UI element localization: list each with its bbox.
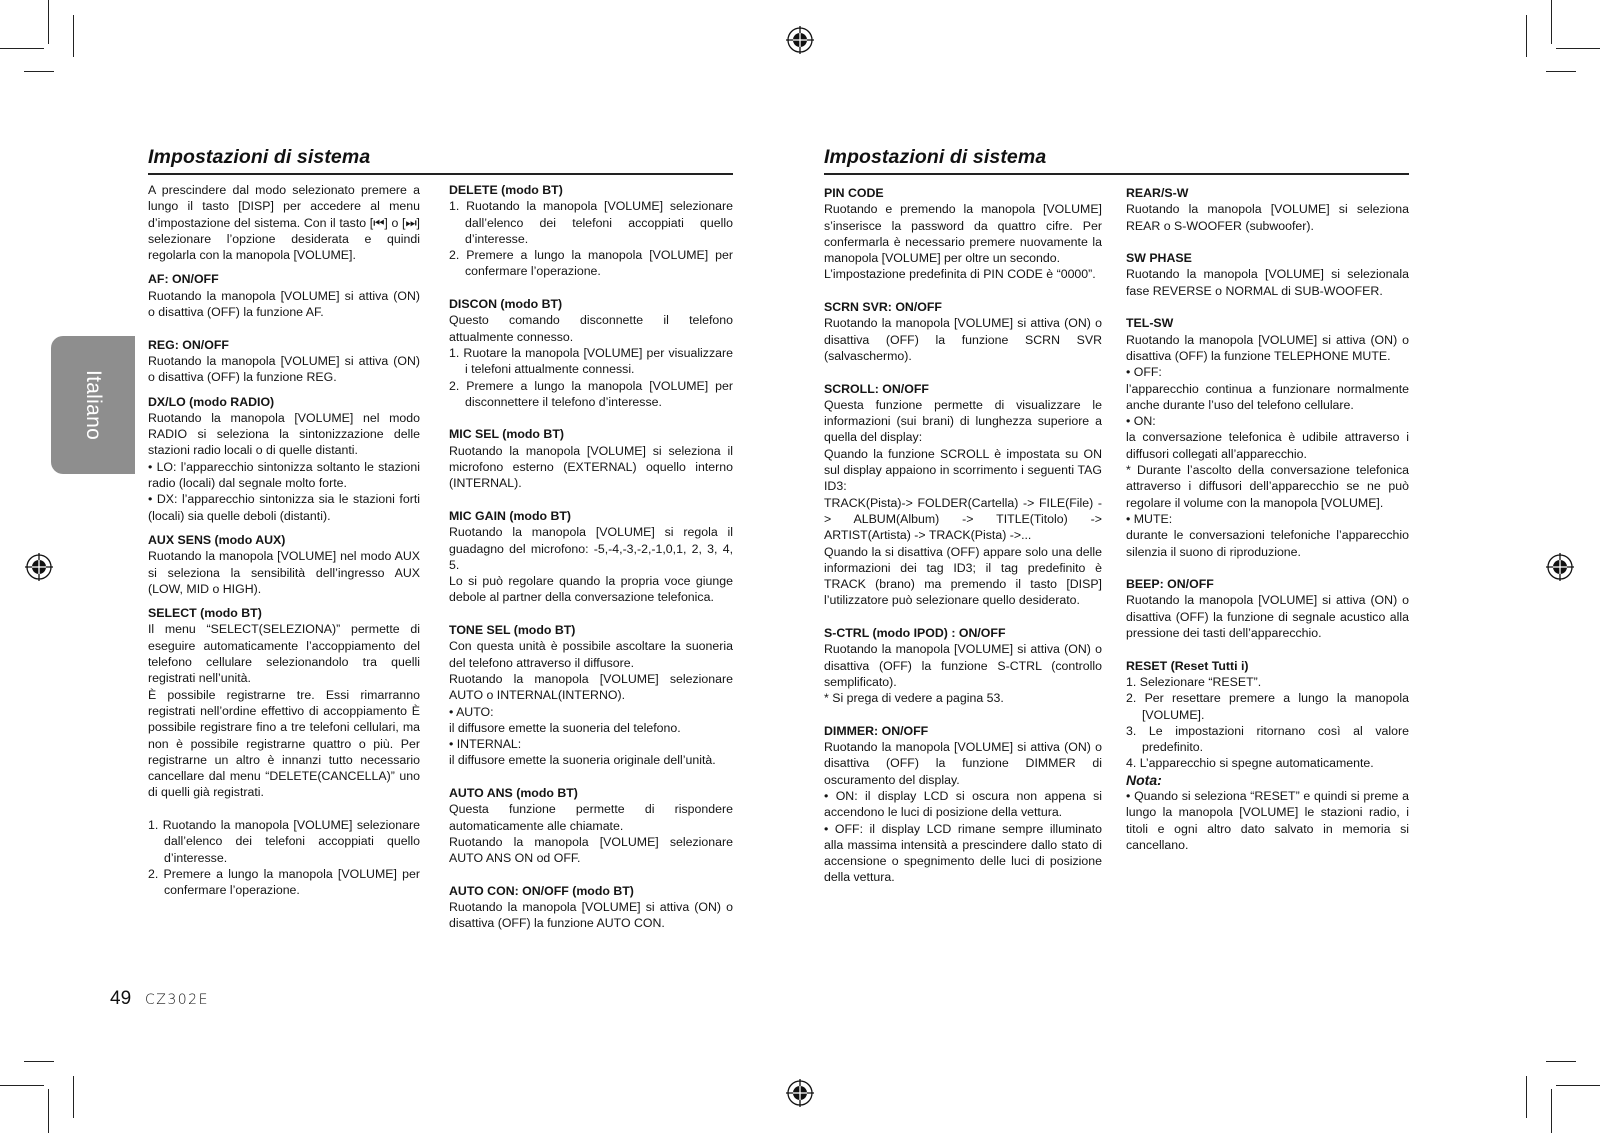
list-item: 3. Le impostazioni ritornano così al valore predefinito. [1126, 723, 1409, 755]
list-item: 2. Per resettare premere a lungo la manopola [VOLUME]. [1126, 691, 1409, 722]
paragraph: Questa funzione permette di visualizzare le informazioni (sui brani) di lunghezza superiore a quella del display: [824, 397, 1102, 445]
registration-mark-icon [786, 26, 814, 54]
section-heading: AUTO CON: ON/OFF (modo BT) [449, 883, 634, 898]
section-heading: DISCON (modo BT) [449, 297, 563, 312]
paragraph: Ruotando la manopola [VOLUME] si selezionala fase REVERSE o NORMAL di SUB-WOOFER. [1126, 267, 1409, 298]
paragraph: il diffusore emette la suoneria del telefono. [449, 720, 681, 735]
paragraph: Ruotando la manopola [VOLUME] si attiva (ON) o disattiva (OFF) la funzione AF. [148, 288, 420, 320]
bullet-item: • ON: [1126, 414, 1156, 429]
registration-mark-icon [786, 1079, 814, 1107]
paragraph: Ruotando la manopola [VOLUME] si attiva (ON) o disattiva (OFF) la funzione SCRN SVR (salvaschermo). [824, 316, 1102, 363]
section-heading: AUX SENS (modo AUX) [148, 532, 286, 547]
crop-mark [1556, 1085, 1600, 1086]
page-title-right: Impostazioni di sistema [824, 146, 1047, 168]
crop-mark [24, 71, 54, 72]
crop-mark [1546, 1061, 1576, 1062]
section-heading: AUTO ANS (modo BT) [449, 785, 578, 800]
section-heading: S-CTRL (modo IPOD) : ON/OFF [824, 626, 1006, 641]
list-item: 1. Ruotando la manopola [VOLUME] selezionare dall’elenco dei telefoni accoppiati quello d’interesse. [148, 817, 420, 865]
bullet-item: • INTERNAL: [449, 737, 522, 752]
crop-mark [1551, 0, 1552, 44]
title-rule-left [148, 173, 733, 175]
language-tab [51, 336, 135, 474]
paragraph: Ruotando la manopola [VOLUME] selezionare AUTO ANS ON od OFF. [449, 834, 733, 866]
list-item: 1. Ruotare la manopola [VOLUME] per visualizzare i telefoni attualmente connessi. [449, 345, 733, 377]
column-1 [148, 182, 420, 898]
page-number: 49 [110, 988, 132, 1009]
crop-mark [73, 15, 74, 57]
paragraph: Ruotando la manopola [VOLUME] nel modo RADIO si seleziona la sintonizzazione delle stazioni radio locali o di quelle distanti. [148, 410, 420, 458]
list-item: 1. Ruotando la manopola [VOLUME] selezionare dall’elenco dei telefoni accoppiati quello d’interesse. [449, 199, 733, 246]
paragraph: Con questa unità è possibile ascoltare la suoneria del telefono attraverso il diffusore. [449, 639, 733, 670]
bullet-item: • LO: l’apparecchio sintonizza soltanto le stazioni radio (locali) dal segnale molto forte. [148, 459, 420, 491]
paragraph: Ruotando la manopola [VOLUME] si seleziona il microfono esterno (EXTERNAL) oquello interno (INTERNAL). [449, 443, 733, 491]
crop-mark [0, 48, 44, 49]
paragraph: la conversazione telefonica è udibile attraverso i diffusori collegati all’apparecchio. [1126, 430, 1409, 461]
title-rule-right [824, 173, 1409, 175]
section-heading: MIC GAIN (modo BT) [449, 508, 572, 523]
paragraph: durante le conversazioni telefoniche l’apparecchio silenzia il suono di riproduzione. [1126, 528, 1409, 559]
crop-mark [1546, 71, 1576, 72]
list-item: 2. Premere a lungo la manopola [VOLUME] per confermare l’operazione. [148, 866, 420, 898]
paragraph: L’impostazione predefinita di PIN CODE è “0000”. [824, 267, 1096, 282]
paragraph: Ruotando la manopola [VOLUME] si attiva (ON) o disattiva (OFF) la funzione di segnale acustico alla pressione dei tasti dell’apparecchio. [1126, 593, 1409, 641]
bullet-item: • AUTO: [449, 704, 494, 719]
column-2 [449, 182, 733, 932]
paragraph: l’apparecchio continua a funzionare normalmente anche durante l’uso del telefono cellulare. [1126, 381, 1409, 412]
bullet-item: • DX: l’apparecchio sintonizza sia le stazioni forti (locali) sia quelle deboli (distanti). [148, 492, 420, 523]
model-name: CZ302E [145, 992, 209, 1008]
paragraph: Ruotando e premendo la manopola [VOLUME] s’inserisce la password da quattro cifre. Per confermarla è necessario premere nuovamente la manopola [VOLUME] per oltre un secondo. [824, 202, 1102, 266]
crop-mark [0, 1085, 44, 1086]
section-heading: SCRN SVR: ON/OFF [824, 300, 942, 315]
section-heading: RESET (Reset Tutti i) [1126, 658, 1249, 673]
crop-mark [24, 1061, 54, 1062]
paragraph: TRACK(Pista)-> FOLDER(Cartella) -> FILE(File) -> ALBUM(Album) -> TITLE(Titolo) -> ARTIST(Artista) -> TRACK(Pista) ->... [824, 495, 1102, 543]
paragraph: Ruotando la manopola [VOLUME] si seleziona REAR o S-WOOFER (subwoofer). [1126, 202, 1409, 233]
bullet-item: • MUTE: [1126, 511, 1173, 526]
note: * Durante l’ascolto della conversazione telefonica attraverso i diffusori dell’apparecchio se ne può regolare il volume con la manopola [VOLUME]. [1126, 463, 1409, 510]
section-heading: SCROLL: ON/OFF [824, 381, 929, 396]
section-heading: AF: ON/OFF [148, 272, 219, 287]
section-heading: MIC SEL (modo BT) [449, 427, 564, 442]
note-heading: Nota: [1126, 771, 1162, 788]
paragraph: Quando la funzione SCROLL è impostata su ON sul display appaiono in scorrimento i seguenti TAG ID3: [824, 446, 1102, 494]
section-heading: SELECT (modo BT) [148, 606, 262, 621]
section-heading: DIMMER: ON/OFF [824, 723, 929, 738]
paragraph: Questo comando disconnette il telefono attualmente connesso. [449, 313, 733, 344]
section-heading: TEL-SW [1126, 316, 1174, 331]
list-item: 2. Premere a lungo la manopola [VOLUME] per confermare l’operazione. [449, 248, 733, 279]
paragraph: Questa funzione permette di rispondere automaticamente alle chiamate. [449, 802, 733, 833]
list-item: 2. Premere a lungo la manopola [VOLUME] per disconnettere il telefono d’interesse. [449, 378, 733, 409]
paragraph: Ruotando la manopola [VOLUME] si attiva (ON) o disattiva (OFF) la funzione AUTO CON. [449, 900, 733, 931]
section-heading: PIN CODE [824, 186, 884, 200]
list-item: 4. L’apparecchio si spegne automaticamente. [1126, 756, 1374, 771]
paragraph: il diffusore emette la suoneria originale dell’unità. [449, 753, 716, 768]
bullet-item: • OFF: il display LCD rimane sempre illuminato alla massima intensità a prescindere dallo stato di accensione o spegnimento delle luci di posizione della vettura. [824, 821, 1102, 885]
paragraph: Quando la si disattiva (OFF) appare solo una delle informazioni dei tag ID3; il tag predefinito è TRACK (brano) ma premendo il tasto [DISP] l’utilizzatore può selezionare quello desiderato. [824, 544, 1102, 608]
crop-mark [73, 1076, 74, 1118]
paragraph: Ruotando la manopola [VOLUME] si regola il guadagno del microfono: -5,-4,-3,-2,-1,0,1, 2, 3, 4, 5. [449, 525, 733, 572]
column-4 [1126, 185, 1409, 853]
paragraph: Ruotando la manopola [VOLUME] si attiva (ON) o disattiva (OFF) la funzione REG. [148, 353, 420, 385]
page-title-left: Impostazioni di sistema [148, 146, 371, 168]
paragraph: Lo si può regolare quando la propria voce giunge debole al partner della conversazione telefonica. [449, 574, 733, 605]
crop-mark [1526, 15, 1527, 57]
bullet-item: • ON: il display LCD si oscura non appena si accendono le luci di posizione della vettura. [824, 788, 1102, 820]
bullet-item: • OFF: [1126, 365, 1162, 380]
note: * Si prega di vedere a pagina 53. [824, 691, 1004, 706]
registration-mark-icon [1546, 553, 1574, 581]
paragraph: Ruotando la manopola [VOLUME] si attiva (ON) o disattiva (OFF) la funzione S-CTRL (controllo semplificato). [824, 642, 1102, 689]
paragraph: Ruotando la manopola [VOLUME] si attiva (ON) o disattiva (OFF) la funzione DIMMER di oscuramento del display. [824, 740, 1102, 787]
paragraph: Ruotando la manopola [VOLUME] selezionare AUTO o INTERNAL(INTERNO). [449, 671, 733, 703]
crop-mark [48, 0, 49, 44]
section-heading: REG: ON/OFF [148, 337, 229, 352]
paragraph: Ruotando la manopola [VOLUME] nel modo AUX si seleziona la sensibilità dell’ingresso AUX (LOW, MID o HIGH). [148, 549, 420, 596]
list-item: 1. Selezionare “RESET”. [1126, 674, 1262, 689]
paragraph: Il menu “SELECT(SELEZIONA)” permette di eseguire automaticamente l’accoppiamento del telefono cellulare selezionandolo tra quelli registrati nell’unità. [148, 622, 420, 686]
section-heading: REAR/S-W [1126, 186, 1189, 200]
section-heading: TONE SEL (modo BT) [449, 623, 576, 638]
section-heading: DX/LO (modo RADIO) [148, 394, 275, 409]
crop-mark [48, 1089, 49, 1133]
section-heading: BEEP: ON/OFF [1126, 577, 1214, 592]
language-tab-label: Italiano [82, 369, 105, 441]
intro-text: A prescindere dal modo selezionato premere a lungo il tasto [DISP] per accedere al menu d’impostazione del sistema. Con il tasto [⏮] o [⏭] selezionare l’opzione desiderata e quindi regolarla con la manopola [VOLUME]. [148, 183, 420, 263]
crop-mark [1556, 48, 1600, 49]
registration-mark-icon [25, 553, 53, 581]
crop-mark [1551, 1089, 1552, 1133]
section-heading: DELETE (modo BT) [449, 183, 563, 197]
column-3 [824, 185, 1102, 886]
paragraph: Ruotando la manopola [VOLUME] si attiva (ON) o disattiva (OFF) la funzione TELEPHONE MUTE. [1126, 332, 1409, 363]
section-heading: SW PHASE [1126, 251, 1192, 266]
note-text: • Quando si seleziona “RESET” e quindi si preme a lungo la manopola [VOLUME] le stazioni radio, i titoli e ogni altro dato salvato in memoria si cancellano. [1126, 788, 1409, 852]
crop-mark [1526, 1076, 1527, 1118]
paragraph: È possibile registrarne tre. Essi rimarranno registrati nell’ordine effettivo di accoppiamento È possibile registrare fino a tre telefoni cellulari, ma non è possibile registrarne quattro o più. Per registrarne un altro è innanzi tutto necessario cancellare dal menu “DELETE(CANCELLA)” uno di quelli già registrati. [148, 687, 420, 800]
